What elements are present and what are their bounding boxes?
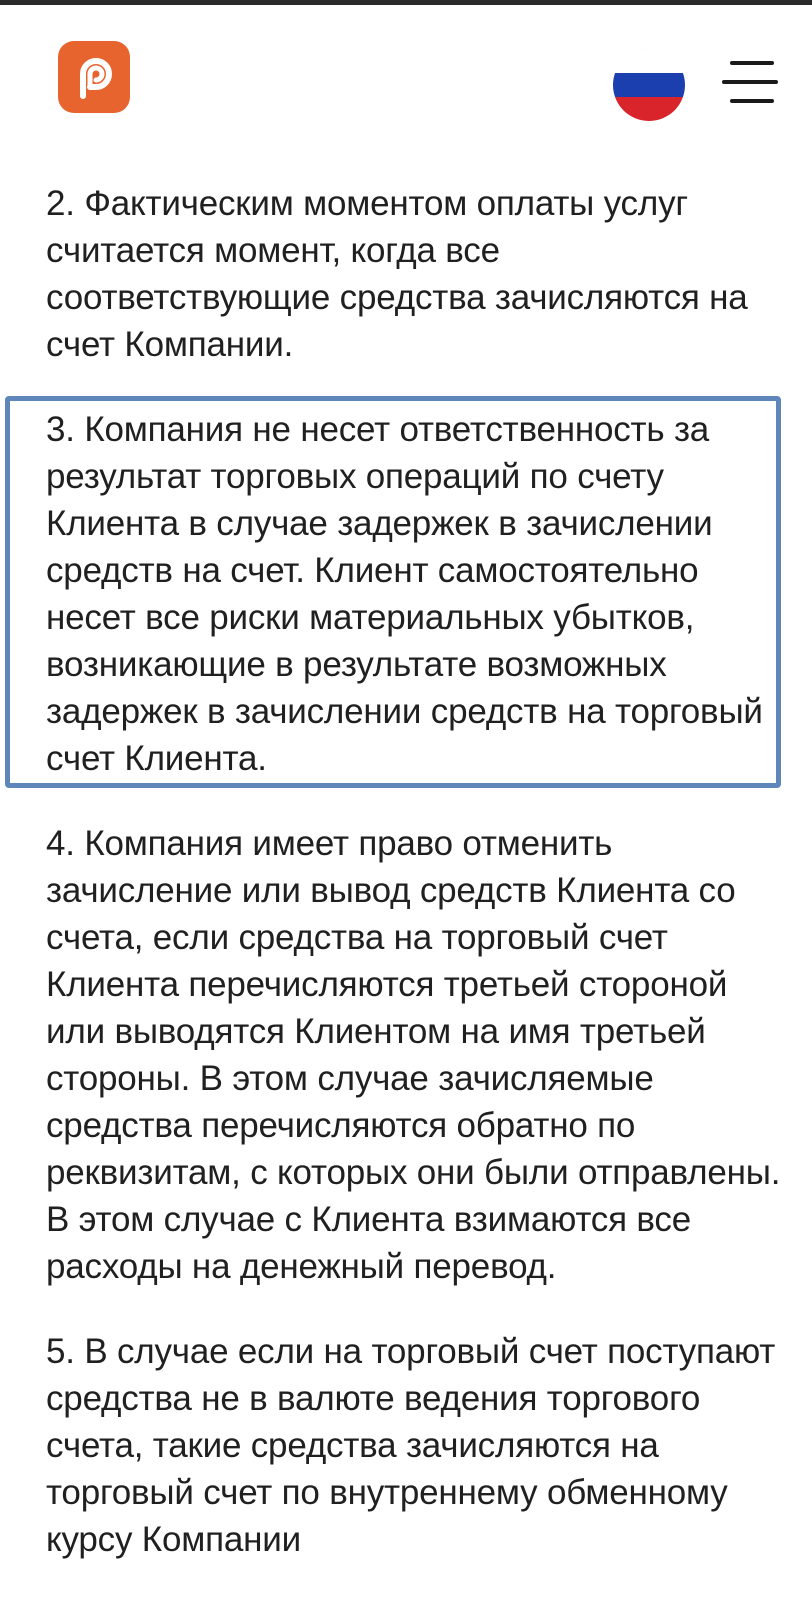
- terms-content: [46, 180, 786, 1601]
- russia-flag-icon[interactable]: [613, 49, 685, 121]
- paragraph-4: 4. Компания имеет право отменить зачисление или вывод средств Клиента со счета, если средства на торговый счет Клиента перечисляются третьей стороной или выводятся Клиентом на имя третьей стороны. В этом случае зачисляемые средства перечисляются обратно по реквизитам, с которых они были отправлены. В этом случае с Клиента взимаются все расходы на денежный перевод.: [46, 824, 781, 1286]
- site-header: [0, 5, 812, 145]
- hamburger-menu-icon[interactable]: [722, 61, 778, 103]
- paragraph-5: 5. В случае если на торговый счет поступают средства не в валюте ведения торгового счета, такие средства зачисляются на торговый счет по внутреннему обменному курсу Компании: [46, 1332, 776, 1559]
- brand-logo-icon[interactable]: [58, 41, 130, 113]
- paragraph-3: 3. Компания не несет ответственность за результат торговых операций по счету Клиента в случае задержек в зачислении средств на счет. Клиент самостоятельно несет все риски материальных убытков, возникающие в результате возможных задержек в зачислении средств на торговый счет Клиента.: [46, 410, 763, 778]
- logo-glyph-icon: [69, 52, 119, 102]
- paragraph-2: 2. Фактическим моментом оплаты услуг считается момент, когда все соответствующие средства зачисляются на счет Компании.: [46, 184, 748, 364]
